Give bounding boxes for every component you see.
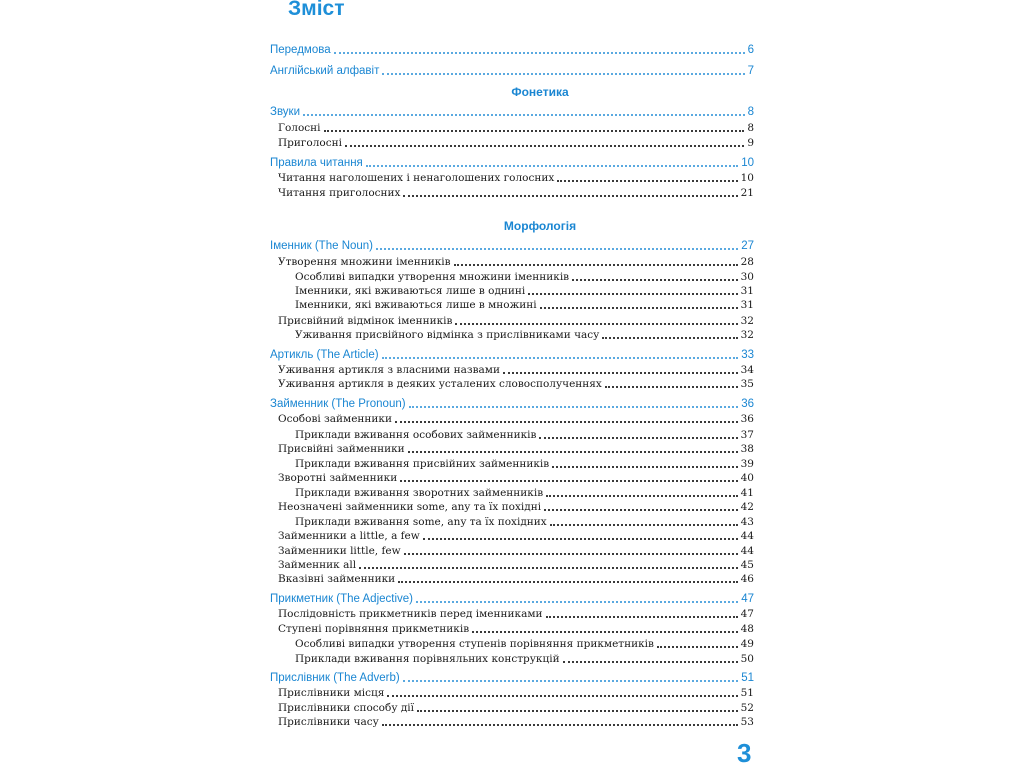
toc-entry[interactable]: [270, 470, 754, 484]
toc-entry-page: 37: [740, 429, 754, 441]
section-heading: Морфологія: [503, 219, 577, 233]
toc-entry[interactable]: [270, 571, 754, 585]
dot-leader: [376, 236, 738, 250]
toc-entry-page: 7: [747, 65, 754, 77]
toc-entry-page: 53: [740, 716, 754, 728]
dot-leader: [546, 483, 737, 497]
dot-leader: [550, 512, 738, 526]
dot-leader: [552, 454, 737, 468]
toc-entry[interactable]: [270, 104, 754, 118]
toc-entry-title: Займенник all: [278, 559, 357, 571]
dot-leader: [359, 555, 738, 569]
dot-leader: [403, 183, 737, 197]
toc-entry[interactable]: [270, 347, 754, 361]
toc-entry-page: 34: [740, 364, 754, 376]
toc-entry-page: 9: [747, 137, 754, 149]
toc-entry-page: 30: [740, 271, 754, 283]
dot-leader: [408, 439, 738, 453]
toc-entry-page: 39: [740, 458, 754, 470]
toc-entry-title: Неозначені займенники some, any та їх похідні: [278, 501, 542, 513]
dot-leader: [395, 409, 738, 423]
dot-leader: [303, 102, 745, 116]
toc-entry-page: 41: [740, 487, 754, 499]
toc-entry-page: 50: [740, 653, 754, 665]
toc-entry[interactable]: [270, 297, 754, 311]
toc-entry[interactable]: [270, 63, 754, 77]
toc-entry-title: Особливі випадки утворення множини іменників: [295, 271, 570, 283]
toc-entry-page: 10: [740, 172, 754, 184]
toc-entry-title: Особові займенники: [278, 413, 392, 425]
dot-leader: [403, 668, 739, 682]
dot-leader: [557, 168, 737, 182]
toc-entry-page: 27: [741, 240, 754, 252]
dot-leader: [455, 311, 737, 325]
toc-entry-page: 52: [740, 702, 754, 714]
toc-entry-title: Утворення множини іменників: [278, 256, 451, 268]
toc-entry-page: 21: [740, 187, 754, 199]
dot-leader: [334, 40, 745, 54]
toc-entry-title: Уживання артикля в деяких усталених словосполученнях: [278, 378, 602, 390]
dot-leader: [382, 712, 738, 726]
toc-entry-page: 46: [740, 573, 754, 585]
toc-entry-page: 8: [747, 106, 754, 118]
dot-leader: [503, 360, 738, 374]
dot-leader: [563, 649, 738, 663]
toc-entry-title: Займенники a little, a few: [278, 530, 420, 542]
toc-entry-page: 31: [740, 299, 754, 311]
toc-entry-title: Особливі випадки утворення ступенів порівняння прикметників: [295, 638, 654, 650]
toc-entry-title: Приклади вживання присвійних займенників: [295, 458, 550, 470]
dot-leader: [572, 267, 738, 281]
dot-leader: [366, 153, 738, 167]
toc-entry-page: 28: [740, 256, 754, 268]
toc-entry[interactable]: [270, 499, 754, 513]
toc-entry[interactable]: [270, 636, 754, 650]
toc-entry[interactable]: [270, 155, 754, 169]
dot-leader: [544, 497, 738, 511]
dot-leader: [454, 252, 738, 266]
toc-entry-page: 45: [740, 559, 754, 571]
dot-leader: [417, 698, 738, 712]
toc-entry-page: 10: [741, 157, 754, 169]
toc-entry[interactable]: [270, 396, 754, 410]
dot-leader: [409, 394, 739, 408]
dot-leader: [546, 604, 738, 618]
toc-entry-title: Займенник (The Pronoun): [270, 398, 406, 410]
dot-leader: [472, 619, 738, 633]
toc-entry-page: 36: [740, 413, 754, 425]
dot-leader: [540, 295, 738, 309]
toc-entry[interactable]: [270, 254, 754, 268]
toc-entry-page: 38: [740, 443, 754, 455]
toc-entry-title: Присвійні займенники: [278, 443, 405, 455]
toc-entry-title: Приклади вживання some, any та їх похідних: [295, 516, 547, 528]
toc-entry-page: 40: [740, 472, 754, 484]
toc-entry-page: 51: [740, 687, 754, 699]
dot-leader: [382, 345, 739, 359]
toc-entry-title: Звуки: [270, 106, 301, 118]
toc-entry-title: Зворотні займенники: [278, 472, 398, 484]
toc-entry-title: Іменник (The Noun): [270, 240, 374, 252]
dot-leader: [400, 468, 737, 482]
toc-entry-page: 48: [740, 623, 754, 635]
toc-entry-title: Уживання артикля з власними назвами: [278, 364, 500, 376]
dot-leader: [404, 541, 738, 555]
toc-entry-title: Артикль (The Article): [270, 349, 379, 361]
dot-leader: [539, 425, 737, 439]
toc-entry-page: 32: [740, 329, 754, 341]
toc-entry-page: 43: [740, 516, 754, 528]
toc-entry-title: Передмова: [270, 44, 331, 56]
toc-entry[interactable]: [270, 651, 754, 665]
toc-entry[interactable]: [270, 120, 754, 134]
toc-entry-title: Правила читання: [270, 157, 363, 169]
toc-entry-title: Ступені порівняння прикметників: [278, 623, 470, 635]
toc-entry[interactable]: [270, 714, 754, 728]
toc-entry-title: Прислівник (The Adverb): [270, 672, 400, 684]
toc-entry-page: 8: [747, 122, 754, 134]
toc-entry-page: 35: [740, 378, 754, 390]
toc-entry[interactable]: [270, 170, 754, 184]
section-heading: Фонетика: [511, 85, 569, 99]
toc-entry-title: Уживання присвійного відмінка з прислівниками часу: [295, 329, 600, 341]
toc-entry-title: Прислівники способу дії: [278, 702, 415, 714]
toc-entry-title: Приголосні: [278, 137, 342, 149]
toc-entry-page: 42: [740, 501, 754, 513]
toc-entry[interactable]: [270, 441, 754, 455]
toc-entry-title: Займенники little, few: [278, 545, 401, 557]
toc-entry-page: 6: [747, 44, 754, 56]
toc-entry[interactable]: [270, 621, 754, 635]
page-number: 3: [737, 738, 752, 768]
toc-entry-title: Присвійний відмінок іменників: [278, 315, 453, 327]
toc-entry[interactable]: [270, 670, 754, 684]
toc-entry-page: 31: [740, 285, 754, 297]
toc-entry[interactable]: [270, 528, 754, 542]
toc-entry[interactable]: [270, 42, 754, 56]
toc-entry-title: Прикметник (The Adjective): [270, 593, 414, 605]
toc-entry-title: Приклади вживання особових займенників: [295, 429, 537, 441]
toc-entry-title: Англійський алфавіт: [270, 65, 380, 77]
toc-entry-title: Іменники, які вживаються лише в множині: [295, 299, 537, 311]
toc-entry[interactable]: [270, 591, 754, 605]
toc-entry-title: Голосні: [278, 122, 321, 134]
toc-entry-title: Читання приголосних: [278, 187, 401, 199]
toc-entry-title: Приклади вживання порівняльних конструкцій: [295, 653, 560, 665]
toc-entry[interactable]: [270, 411, 754, 425]
toc-entry-page: 44: [740, 530, 754, 542]
toc-entry[interactable]: [270, 685, 754, 699]
toc-entry[interactable]: [270, 327, 754, 341]
toc-entry-title: Приклади вживання зворотних займенників: [295, 487, 544, 499]
toc-entry[interactable]: [270, 238, 754, 252]
toc-entry-page: 33: [741, 349, 754, 361]
toc-entry[interactable]: [270, 135, 754, 149]
dot-leader: [345, 133, 744, 147]
toc-entry-page: 47: [741, 593, 754, 605]
dot-leader: [382, 61, 744, 75]
dot-leader: [528, 281, 737, 295]
dot-leader: [398, 569, 737, 583]
toc-entry-title: Іменники, які вживаються лише в однині: [295, 285, 526, 297]
toc-entry-page: 51: [741, 672, 754, 684]
toc-entry-page: 44: [740, 545, 754, 557]
toc-entry-title: Прислівники місця: [278, 687, 385, 699]
toc-entry-title: Вказівні займенники: [278, 573, 396, 585]
dot-leader: [324, 118, 745, 132]
dot-leader: [423, 526, 738, 540]
toc-entry-page: 32: [740, 315, 754, 327]
toc-entry-title: Послідовність прикметників перед іменниками: [278, 608, 543, 620]
toc-entry-title: Читання наголошених і ненаголошених голосних: [278, 172, 555, 184]
toc-entry[interactable]: [270, 606, 754, 620]
dot-leader: [657, 634, 738, 648]
dot-leader: [602, 325, 737, 339]
toc-entry[interactable]: [270, 185, 754, 199]
toc-entry-page: 47: [740, 608, 754, 620]
dot-leader: [387, 683, 737, 697]
toc-entry-title: Прислівники часу: [278, 716, 379, 728]
toc-entry-page: 36: [741, 398, 754, 410]
toc-entry[interactable]: [270, 376, 754, 390]
toc-entry-page: 49: [740, 638, 754, 650]
dot-leader: [416, 589, 738, 603]
page-title: Зміст: [288, 0, 345, 20]
dot-leader: [605, 374, 738, 388]
